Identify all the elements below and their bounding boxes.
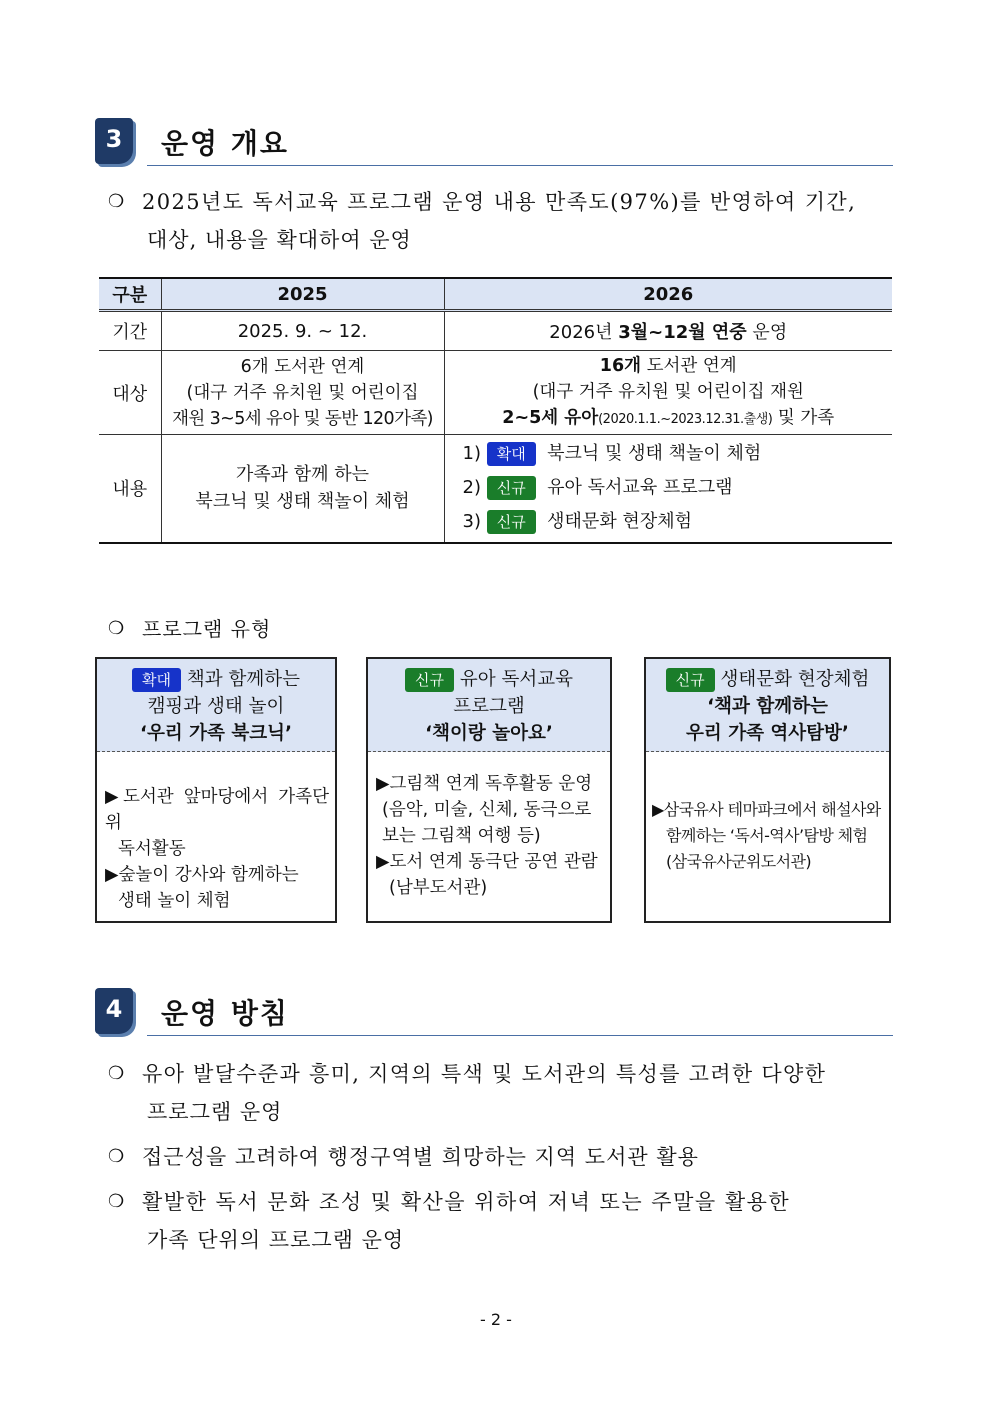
section-heading-3 bbox=[95, 118, 888, 168]
policy-paragraph: ❍ 활발한 독서 문화 조성 및 확산을 위하여 저녁 또는 주말을 활용한 가족 단위의 프로그램 운영 bbox=[108, 1183, 898, 1263]
list-item: 2) 신규 유아 독서교육 프로그램 bbox=[462, 477, 733, 499]
table-row-content bbox=[99, 435, 892, 543]
heading-rule bbox=[147, 165, 893, 166]
expand-tag: 확대 bbox=[132, 668, 181, 692]
overview-paragraph bbox=[108, 183, 898, 263]
new-tag: 신규 bbox=[666, 668, 715, 692]
cell-2025: 6개 도서관 연계 (대구 거주 유치원 및 어린이집 재원 3~5세 유아 및 동반 120가족) bbox=[161, 351, 444, 435]
policy-paragraph: ❍ 유아 발달수준과 흥미, 지역의 특색 및 도서관의 특성를 고려한 다양한 프로그램 운영 bbox=[108, 1055, 898, 1135]
row-label: 내용 bbox=[99, 435, 161, 543]
program-types-heading: ❍ 프로그램 유형 bbox=[108, 610, 898, 648]
comparison-table bbox=[99, 277, 892, 544]
row-label: 대상 bbox=[99, 351, 161, 435]
list-item: 3) 신규 생태문화 현장체험 bbox=[462, 511, 692, 533]
list-item: 1) 확대 북크닉 및 생태 책놀이 체험 bbox=[462, 443, 762, 465]
heading-rule bbox=[147, 1035, 893, 1036]
section-title: 운영 개요 bbox=[161, 127, 289, 160]
section-number-badge: 3 bbox=[95, 118, 133, 164]
header-category: 구분 bbox=[99, 278, 161, 311]
row-label: 기간 bbox=[99, 311, 161, 351]
table-header-row bbox=[99, 278, 892, 311]
program-box-bookcnic: 확대 책과 함께하는 캠핑과 생태 놀이 ‘우리 가족 북크닉’ ▶도서관 앞마당에서 가족단위 독서활동 ▶숲놀이 강사와 함께하는 생태 놀이 체험 bbox=[95, 657, 337, 923]
cell-2026 bbox=[444, 435, 892, 543]
new-tag: 신규 bbox=[487, 476, 536, 500]
table-row-target bbox=[99, 351, 892, 435]
circle-bullet-icon: ❍ bbox=[108, 1146, 125, 1167]
new-tag: 신규 bbox=[487, 510, 536, 534]
section-heading-4 bbox=[95, 988, 888, 1038]
header-2025: 2025 bbox=[161, 278, 444, 311]
cell-2025: 2025. 9. ~ 12. bbox=[161, 311, 444, 351]
circle-bullet-icon: ❍ bbox=[108, 1191, 125, 1212]
overview-line-1: 2025년도 독서교육 프로그램 운영 내용 만족도(97%)를 반영하여 기간, bbox=[142, 190, 857, 214]
table-row-period bbox=[99, 311, 892, 351]
header-2026: 2026 bbox=[444, 278, 892, 311]
circle-bullet-icon: ❍ bbox=[108, 1063, 125, 1084]
cell-2026: 2026년 3월~12월 연중 운영 bbox=[444, 311, 892, 351]
program-box-reading: 신규 유아 독서교육 프로그램 ‘책이랑 놀아요’ ▶그림책 연계 독후활동 운영 (음악, 미술, 신체, 동극으로 보는 그림책 여행 등) ▶도서 연계 동극단 공연 관람 (남부도서관) bbox=[366, 657, 612, 923]
section-number-badge: 4 bbox=[95, 988, 133, 1034]
cell-2025: 가족과 함께 하는 북크닉 및 생태 책놀이 체험 bbox=[161, 435, 444, 543]
overview-line-2: 대상, 내용을 확대하여 운영 bbox=[147, 228, 412, 252]
page-number: - 2 - bbox=[480, 1310, 512, 1329]
section-title: 운영 방침 bbox=[161, 997, 289, 1030]
program-box-history: 신규 생태문화 현장체험 ‘책과 함께하는 우리 가족 역사탐방’ ▶삼국유사 테마파크에서 해설사와 함께하는 ‘독서-역사’탐방 체험 (삼국유사군위도서관) bbox=[644, 657, 891, 923]
circle-bullet-icon: ❍ bbox=[108, 618, 125, 639]
cell-2026: 16개 도서관 연계 (대구 거주 유치원 및 어린이집 재원 2~5세 유아(2020.1.1.~2023.12.31.출생) 및 가족 bbox=[444, 351, 892, 435]
expand-tag: 확대 bbox=[487, 442, 536, 466]
new-tag: 신규 bbox=[405, 668, 454, 692]
circle-bullet-icon: ❍ bbox=[108, 191, 125, 212]
policy-paragraph: ❍ 접근성을 고려하여 행정구역별 희망하는 지역 도서관 활용 bbox=[108, 1138, 898, 1178]
